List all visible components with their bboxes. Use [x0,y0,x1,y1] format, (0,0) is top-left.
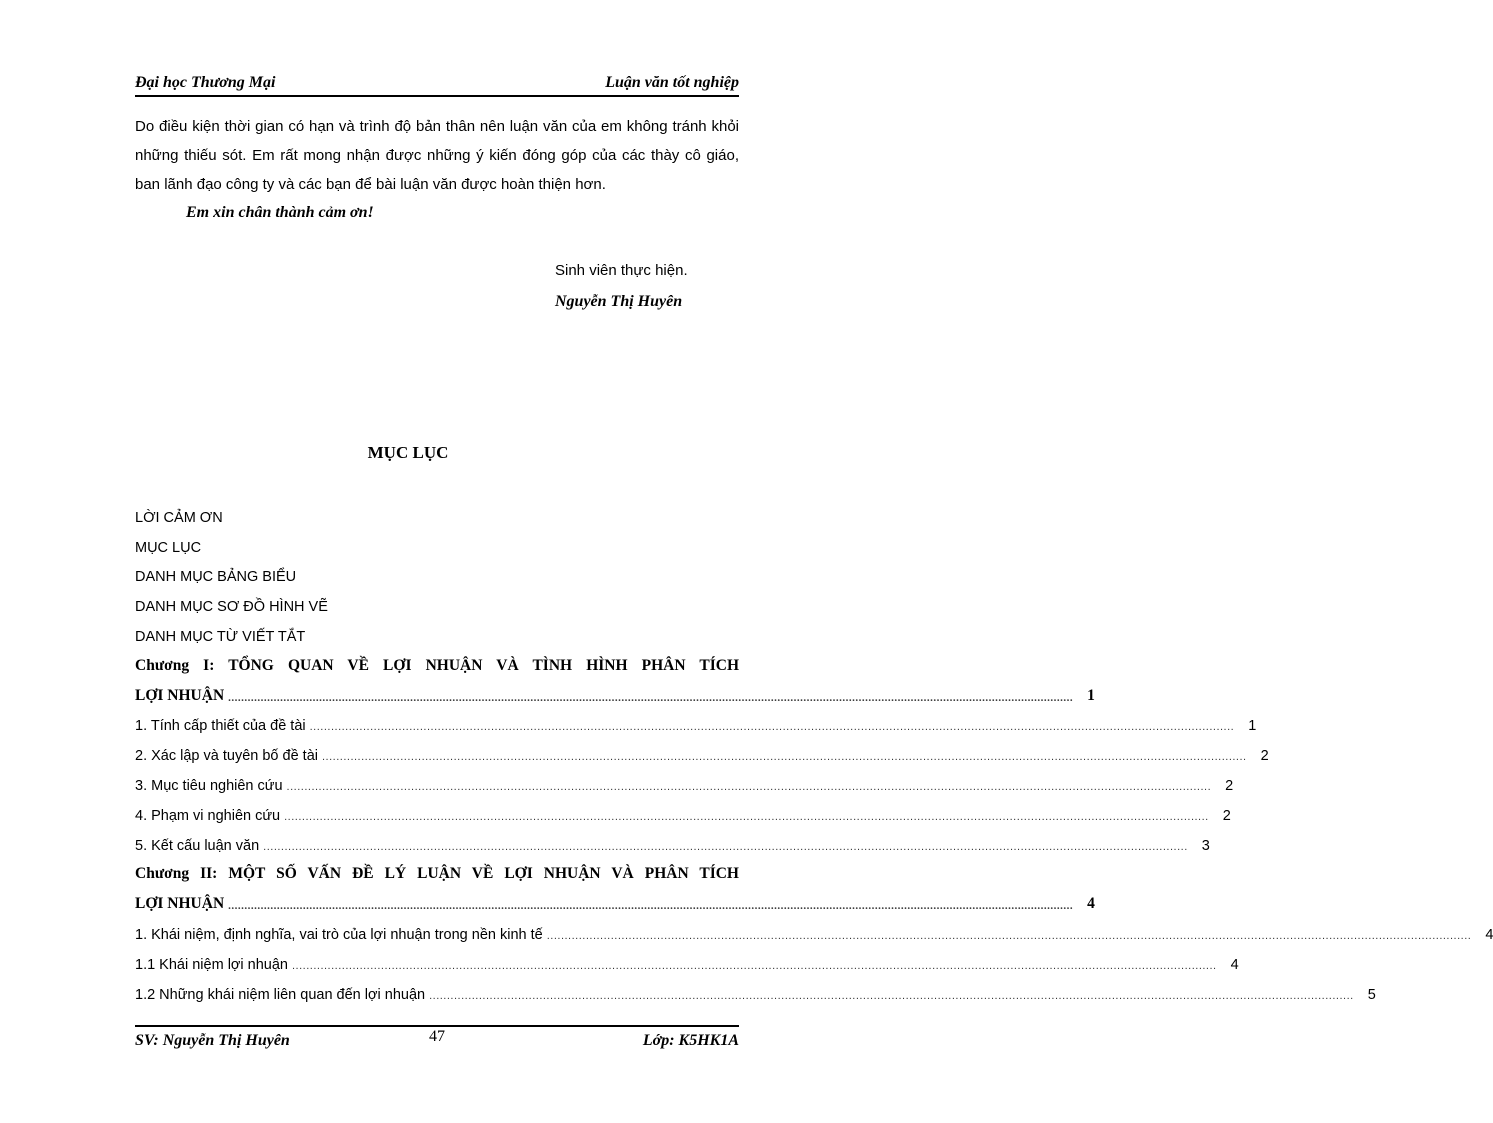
toc-item-label: MỤC LỤC [135,539,202,556]
toc-page-number: 4 [1087,895,1095,913]
footer-page-number: 47 [429,1028,445,1045]
dot-leader: .................................................................................................................................................................................................................................................................... [228,691,1074,704]
dot-leader: .................................................................................................................................................................................................................................................................... [322,751,1247,764]
toc-item [135,530,739,560]
dot-leader: .................................................................................................................................................................................................................................................................... [263,840,1188,853]
toc-title: MỤC LỤC [367,443,449,462]
toc-item-label: 1. Khái niệm, định nghĩa, vai trò của lợi nhuận trong nền kinh tế [135,926,543,943]
dot-leader: .................................................................................................................................................................................................................................................................... [429,989,1354,1002]
header-university: Đại học Thương Mại [135,74,276,91]
toc-page-number: 1 [1087,686,1095,704]
toc-item [135,917,1493,947]
dot-leader: .................................................................................................................................................................................................................................................................... [284,810,1209,823]
chapter-2-cont: LỢI NHUẬN [135,895,225,913]
toc-chapter-line [135,887,1095,917]
dot-leader: .................................................................................................................................................................................................................................................................... [292,959,1217,972]
toc-page-number: 4 [1230,956,1239,973]
toc-item [135,798,1231,828]
toc-page-number: 3 [1201,837,1210,854]
toc-item [135,619,739,649]
toc-page-number: 5 [1367,986,1376,1003]
toc-item [135,768,1234,798]
header-document-type: Luận văn tốt nghiệp [605,74,739,91]
toc-item-label: 4. Phạm vi nghiên cứu [135,807,281,824]
dot-leader: .................................................................................................................................................................................................................................................................... [286,780,1212,793]
dot-leader: .................................................................................................................................................................................................................................................................... [228,900,1074,913]
toc-item-label: 2. Xác lập và tuyên bố đề tài [135,748,318,765]
toc-page-number: 4 [1485,926,1493,943]
toc-item-label: 3. Mục tiêu nghiên cứu [135,777,283,794]
chapter-1-cont: LỢI NHUẬN [135,686,225,704]
toc-chapter-line [135,679,1095,709]
toc-item-label: DANH MỤC BẢNG BIỂU [135,569,297,586]
footer-class: Lớp: K5HK1A [642,1032,739,1049]
toc-item-label: DANH MỤC SƠ ĐỒ HÌNH VẼ [135,599,328,616]
toc-page-number: 2 [1225,777,1234,794]
toc-chapter-heading [135,649,739,679]
toc-page-number: 1 [1248,718,1257,735]
toc-item-label: 1. Tính cấp thiết của đề tài [135,718,306,735]
dot-leader: .................................................................................................................................................................................................................................................................... [546,929,1472,942]
signature-role: Sinh viên thực hiện. [555,262,688,279]
footer-student-name: SV: Nguyễn Thị Huyên [135,1032,290,1049]
toc-item-label: LỜI CẢM ƠN [135,509,223,526]
page-header [135,73,739,97]
toc-page-number: 2 [1222,807,1231,824]
closing-paragraph: Do điều kiện thời gian có hạn và trình độ bản thân nên luận văn của em không tránh khỏi những thiếu sót. Em rất mong nhận được những ý kiến đóng góp của các thày cô giáo, ban lãnh đạo công ty và các bạn để bài luận văn được hoàn thiện hơn. [135,118,739,193]
chapter-1-title: Chương I: TỔNG QUAN VỀ LỢI NHUẬN VÀ TÌNH HÌNH PHÂN TÍCH [135,656,739,674]
chapter-2-title: Chương II: MỘT SỐ VẤN ĐỀ LÝ LUẬN VỀ LỢI NHUẬN VÀ PHÂN TÍCH [135,865,739,883]
toc-item [135,709,1257,739]
toc-item [135,589,739,619]
thanks-line: Em xin chân thành cảm ơn! [186,204,374,221]
toc-chapter-heading [135,858,739,888]
toc-item [135,560,739,590]
toc-page-number: 2 [1260,748,1269,765]
toc-item [135,828,1210,858]
signature-name: Nguyễn Thị Huyên [555,293,683,310]
toc-item-label: 1.1 Khái niệm lợi nhuận [135,956,288,973]
dot-leader: .................................................................................................................................................................................................................................................................... [309,721,1235,734]
toc-item-label: 5. Kết cấu luận văn [135,837,260,854]
toc-item [135,738,1269,768]
toc-item [135,500,739,530]
toc-item-label: 1.2 Những khái niệm liên quan đến lợi nhuận [135,986,426,1003]
table-of-contents [135,500,1493,1007]
toc-item [135,977,1376,1007]
toc-item-label: DANH MỤC TỪ VIẾT TẮT [135,628,306,645]
toc-item [135,947,1239,977]
page-footer [135,1025,739,1053]
